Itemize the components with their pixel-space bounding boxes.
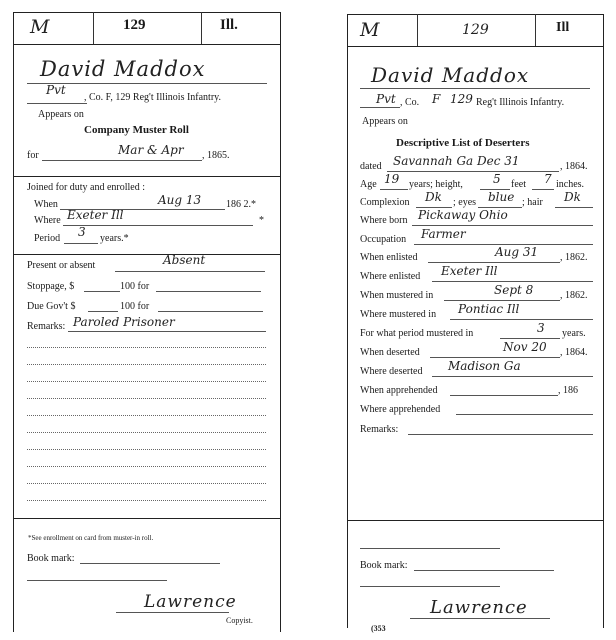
- left-stoppage-cents: 100 for: [120, 281, 150, 292]
- left-signature: Lawrence: [144, 592, 237, 612]
- right-rank: Pvt: [376, 92, 396, 106]
- right-deserted-year: , 1864.: [560, 347, 588, 358]
- right-hair-value: Dk: [564, 190, 581, 204]
- right-soldier-name: David Maddox: [371, 63, 530, 87]
- left-for-label: for: [27, 150, 39, 161]
- left-period-suffix: years.*: [100, 233, 129, 244]
- right-mustered-value: Sept 8: [494, 283, 534, 297]
- left-present-value: Absent: [163, 253, 206, 267]
- right-bookmark-label: Book mark:: [360, 560, 408, 571]
- right-mustered-year: , 1862.: [560, 290, 588, 301]
- right-header-state: Ill: [556, 20, 570, 35]
- left-when-value: Aug 13: [158, 193, 202, 207]
- left-header-number: 129: [123, 17, 146, 33]
- right-unit-suffix: Reg't Illinois Infantry.: [476, 97, 565, 108]
- right-where-enlisted-label: Where enlisted: [360, 271, 421, 282]
- right-period-label: For what period mustered in: [360, 328, 474, 339]
- right-header-letter: M: [360, 19, 381, 41]
- right-enlisted-label: When enlisted: [360, 252, 418, 263]
- right-list-title: Descriptive List of Deserters: [396, 137, 530, 149]
- right-co-label: , Co.: [400, 97, 420, 108]
- right-enlisted-value: Aug 31: [495, 245, 539, 259]
- right-where-deserted-value: Madison Ga: [448, 359, 521, 373]
- left-present-label: Present or absent: [27, 260, 96, 271]
- left-when-year: 186 2.*: [226, 199, 256, 210]
- right-apprehended-year: , 186: [558, 385, 578, 396]
- right-period-value: 3: [537, 321, 545, 335]
- right-header-number: 129: [462, 22, 489, 38]
- right-mustered-label: When mustered in: [360, 290, 434, 301]
- right-appears-on: Appears on: [362, 116, 408, 127]
- right-remarks-label: Remarks:: [360, 424, 399, 435]
- left-copyist-label: Copyist.: [226, 616, 253, 625]
- left-remarks-value: Paroled Prisoner: [73, 315, 175, 329]
- right-hair-label: ; hair: [522, 197, 543, 208]
- left-header-letter: M: [30, 16, 51, 38]
- left-unit-line: , Co. F, 129 Reg't Illinois Infantry.: [84, 92, 222, 103]
- left-soldier-name: David Maddox: [40, 57, 206, 81]
- right-whereborn-value: Pickaway Ohio: [418, 208, 508, 222]
- right-dated-year: , 1864.: [560, 161, 588, 172]
- right-feet-label: feet: [511, 179, 526, 190]
- right-height-feet: 5: [493, 172, 501, 186]
- right-age-value: 19: [384, 172, 400, 186]
- right-whereborn-label: Where born: [360, 215, 408, 226]
- right-where-mustered-label: Where mustered in: [360, 309, 437, 320]
- left-remarks-label: Remarks:: [27, 321, 66, 332]
- right-complexion-label: Complexion: [360, 197, 410, 208]
- right-co-value: F: [432, 92, 441, 106]
- right-enlisted-year: , 1862.: [560, 252, 588, 263]
- left-period-label: Period: [34, 233, 61, 244]
- left-where-star: *: [259, 215, 264, 226]
- left-duegov-label: Due Gov't $: [27, 301, 76, 312]
- right-where-enlisted-value: Exeter Ill: [441, 264, 498, 278]
- right-age-label: Age: [360, 179, 377, 190]
- right-deserted-value: Nov 20: [503, 340, 547, 354]
- right-page-number: (353: [371, 624, 386, 633]
- left-joined-label: Joined for duty and enrolled :: [27, 182, 146, 193]
- right-where-deserted-label: Where deserted: [360, 366, 423, 377]
- left-for-value: Mar & Apr: [118, 143, 184, 157]
- right-complexion-value: Dk: [425, 190, 442, 204]
- left-header-state: Ill.: [220, 17, 238, 33]
- right-eyes-label: ; eyes: [453, 197, 477, 208]
- left-where-label: Where: [34, 215, 61, 226]
- right-eyes-value: blue: [488, 190, 515, 204]
- right-height-label: years; height,: [409, 179, 463, 190]
- left-roll-title: Company Muster Roll: [84, 124, 189, 136]
- right-where-mustered-value: Pontiac Ill: [458, 302, 520, 316]
- left-period-value: 3: [78, 225, 86, 239]
- left-duegov-cents: 100 for: [120, 301, 150, 312]
- right-period-suffix: years.: [562, 328, 586, 339]
- left-for-year: , 1865.: [202, 150, 230, 161]
- left-footnote: *See enrollment on card from muster-in roll.: [28, 534, 154, 542]
- left-rank: Pvt: [46, 83, 66, 97]
- left-when-label: When: [34, 199, 58, 210]
- left-appears-on: Appears on: [38, 109, 84, 120]
- left-stoppage-label: Stoppage, $: [27, 281, 75, 292]
- left-bookmark-label: Book mark:: [27, 553, 75, 564]
- right-regt-value: 129: [450, 92, 473, 106]
- right-occupation-label: Occupation: [360, 234, 407, 245]
- right-dated-label: dated: [360, 161, 382, 172]
- right-dated-value: Savannah Ga Dec 31: [393, 154, 520, 168]
- right-deserted-label: When deserted: [360, 347, 420, 358]
- right-apprehended-label: When apprehended: [360, 385, 438, 396]
- right-inches-label: inches.: [556, 179, 585, 190]
- right-height-inches: 7: [544, 172, 552, 186]
- right-occupation-value: Farmer: [421, 227, 466, 241]
- right-where-apprehended-label: Where apprehended: [360, 404, 441, 415]
- right-signature: Lawrence: [430, 597, 528, 618]
- left-where-value: Exeter Ill: [67, 208, 124, 222]
